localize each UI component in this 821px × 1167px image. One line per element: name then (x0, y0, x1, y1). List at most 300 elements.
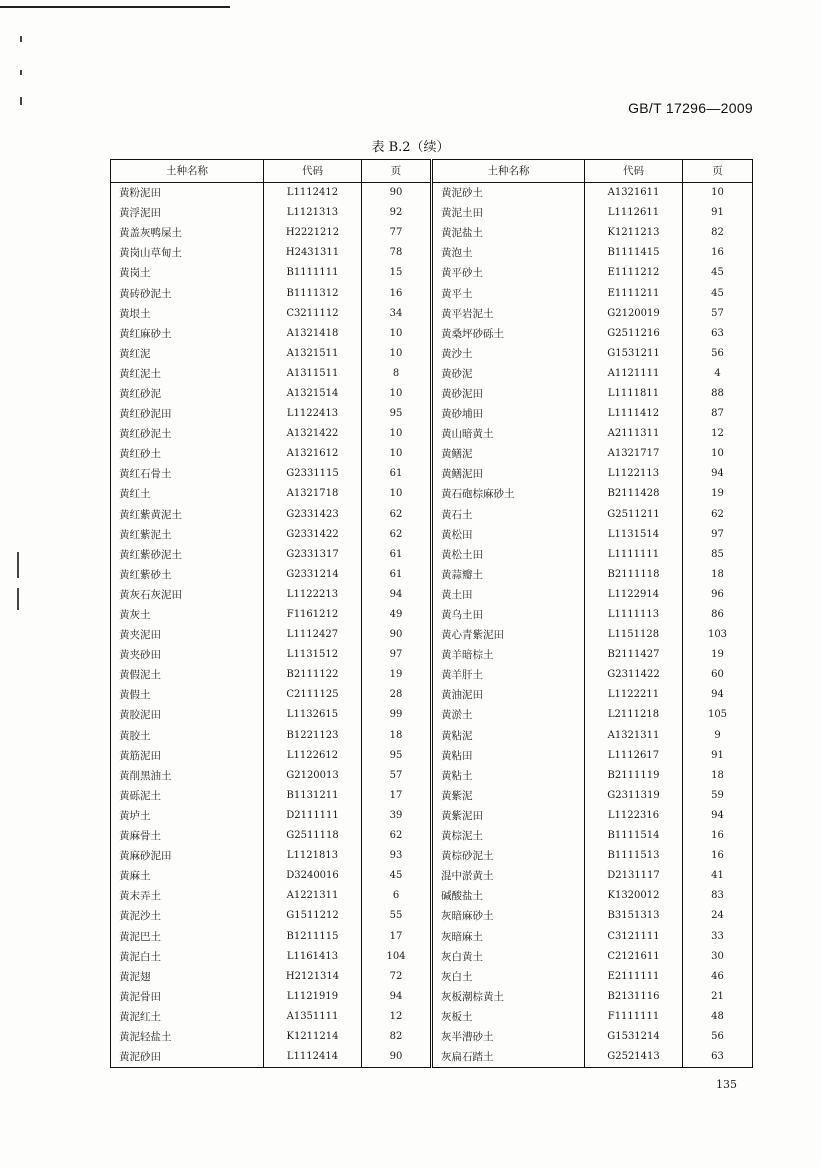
soil-name-cell: 黄羊暗棕土 (432, 645, 585, 665)
page-cell: 94 (683, 806, 753, 826)
soil-code-cell: L1122211 (585, 685, 683, 705)
soil-name-cell: 黄石土 (432, 505, 585, 525)
page-cell: 10 (362, 444, 432, 464)
table-row (111, 1047, 753, 1068)
table-row (111, 685, 753, 705)
table-row (111, 263, 753, 283)
soil-name-cell: 黄筋泥田 (111, 746, 264, 766)
soil-name-cell: 黄心青紫泥田 (432, 625, 585, 645)
soil-name-cell: 黄泥砂土 (432, 183, 585, 204)
page-cell: 90 (362, 1047, 432, 1068)
soil-code-cell: A1321511 (264, 344, 362, 364)
soil-code-cell: G2511216 (585, 324, 683, 344)
page-cell: 63 (683, 1047, 753, 1068)
soil-name-cell: 碱酸盐土 (432, 886, 585, 906)
page-cell: 94 (683, 685, 753, 705)
soil-code-cell: B2111118 (585, 565, 683, 585)
soil-name-cell: 黄砂埔田 (432, 404, 585, 424)
table-row (111, 625, 753, 645)
soil-name-cell: 黄粘土 (432, 766, 585, 786)
table-row (111, 304, 753, 324)
soil-name-cell: 黄泥土田 (432, 203, 585, 223)
table-row (111, 1007, 753, 1027)
page-cell: 94 (683, 464, 753, 484)
soil-name-cell: 黄麻土 (111, 866, 264, 886)
page-cell: 104 (362, 947, 432, 967)
soil-name-cell: 黄红紫黄泥土 (111, 505, 264, 525)
page-cell: 24 (683, 906, 753, 926)
soil-code-cell: E1111211 (585, 283, 683, 303)
soil-code-cell: A1321717 (585, 444, 683, 464)
soil-name-cell: 黄鳝泥 (432, 444, 585, 464)
soil-code-cell: A1321418 (264, 324, 362, 344)
soil-code-cell: A1321514 (264, 384, 362, 404)
page-cell: 103 (683, 625, 753, 645)
soil-name-cell: 黄红紫砂土 (111, 565, 264, 585)
soil-name-cell: 黄红砂泥土 (111, 424, 264, 444)
soil-name-cell: 黄羊肝土 (432, 665, 585, 685)
soil-code-cell: L1121813 (264, 846, 362, 866)
soil-code-cell: L1161413 (264, 947, 362, 967)
page-cell: 91 (683, 203, 753, 223)
table-header-row (111, 160, 753, 183)
soil-code-cell: G1531211 (585, 344, 683, 364)
page-cell: 61 (362, 464, 432, 484)
soil-species-table (110, 159, 753, 1068)
table-row (111, 183, 753, 204)
table-row (111, 665, 753, 685)
soil-name-cell: 黄油泥田 (432, 685, 585, 705)
page-cell: 55 (362, 906, 432, 926)
page-cell: 45 (683, 283, 753, 303)
soil-code-cell: L2111218 (585, 705, 683, 725)
soil-name-cell: 黄桑坪砂砾土 (432, 324, 585, 344)
soil-name-cell: 黄砂泥 (432, 364, 585, 384)
soil-code-cell: B1211115 (264, 926, 362, 946)
soil-name-cell: 混中淤黄土 (432, 866, 585, 886)
page-cell: 61 (362, 545, 432, 565)
page-cell: 45 (362, 866, 432, 886)
soil-table-container (110, 159, 753, 1068)
page-cell: 46 (683, 967, 753, 987)
soil-name-cell: 黄泥红土 (111, 1007, 264, 1027)
soil-name-cell: 黄胶泥田 (111, 705, 264, 725)
page-cell: 17 (362, 786, 432, 806)
soil-code-cell: L1131512 (264, 645, 362, 665)
table-row (111, 243, 753, 263)
soil-name-cell: 灰半漕砂土 (432, 1027, 585, 1047)
page-cell: 95 (362, 404, 432, 424)
page-cell: 30 (683, 947, 753, 967)
soil-code-cell: G2511118 (264, 826, 362, 846)
soil-name-cell: 黄砂泥田 (432, 384, 585, 404)
soil-name-cell: 黄麻骨土 (111, 826, 264, 846)
soil-code-cell: L1112617 (585, 746, 683, 766)
soil-code-cell: B1111514 (585, 826, 683, 846)
soil-name-cell: 黄鳝泥田 (432, 464, 585, 484)
soil-code-cell: B1111415 (585, 243, 683, 263)
soil-name-cell: 黄盖灰鸭屎土 (111, 223, 264, 243)
soil-name-cell: 灰暗麻砂土 (432, 906, 585, 926)
page-cell: 88 (683, 384, 753, 404)
page-cell: 10 (362, 324, 432, 344)
soil-name-cell: 灰扁石踏土 (432, 1047, 585, 1068)
page-cell: 45 (683, 263, 753, 283)
soil-code-cell: L1112611 (585, 203, 683, 223)
soil-code-cell: G2331423 (264, 505, 362, 525)
table-row (111, 585, 753, 605)
page-cell: 56 (683, 1027, 753, 1047)
table-row (111, 565, 753, 585)
soil-code-cell: C2111125 (264, 685, 362, 705)
soil-name-cell: 黄泥白土 (111, 947, 264, 967)
soil-code-cell: G1531214 (585, 1027, 683, 1047)
page-cell: 41 (683, 866, 753, 886)
soil-name-cell: 黄垆土 (111, 806, 264, 826)
page-cell: 34 (362, 304, 432, 324)
page-cell: 78 (362, 243, 432, 263)
soil-name-cell: 黄红石骨土 (111, 464, 264, 484)
scan-mark (20, 36, 22, 42)
soil-code-cell: L1112427 (264, 625, 362, 645)
soil-code-cell: D2111111 (264, 806, 362, 826)
page-cell: 10 (362, 344, 432, 364)
table-row (111, 384, 753, 404)
soil-name-cell: 黄粘泥 (432, 726, 585, 746)
page-cell: 72 (362, 967, 432, 987)
table-row (111, 645, 753, 665)
table-row (111, 866, 753, 886)
soil-code-cell: B2111427 (585, 645, 683, 665)
soil-name-cell: 黄红砂泥田 (111, 404, 264, 424)
page-cell: 82 (362, 1027, 432, 1047)
soil-name-cell: 黄红泥土 (111, 364, 264, 384)
soil-code-cell: D3240016 (264, 866, 362, 886)
page-number: 135 (716, 1078, 737, 1091)
soil-name-cell: 黄麻砂泥田 (111, 846, 264, 866)
page-cell: 12 (362, 1007, 432, 1027)
soil-code-cell: G2511211 (585, 505, 683, 525)
soil-code-cell: A2111311 (585, 424, 683, 444)
soil-code-cell: L1122413 (264, 404, 362, 424)
soil-name-cell: 黄泥翅 (111, 967, 264, 987)
soil-code-cell: G2331115 (264, 464, 362, 484)
page-cell: 28 (362, 685, 432, 705)
table-row (111, 505, 753, 525)
page-cell: 97 (362, 645, 432, 665)
table-row (111, 786, 753, 806)
soil-code-cell: B1221123 (264, 726, 362, 746)
soil-code-cell: G2521413 (585, 1047, 683, 1068)
table-row (111, 283, 753, 303)
table-row (111, 1027, 753, 1047)
table-row (111, 766, 753, 786)
soil-name-cell: 黄平土 (432, 283, 585, 303)
soil-code-cell: B2131116 (585, 987, 683, 1007)
soil-name-cell: 黄胶土 (111, 726, 264, 746)
soil-code-cell: L1122612 (264, 746, 362, 766)
soil-name-cell: 黄棕砂泥土 (432, 846, 585, 866)
soil-code-cell: L1121919 (264, 987, 362, 1007)
page-cell: 10 (683, 183, 753, 204)
page-cell: 9 (683, 726, 753, 746)
table-row (111, 545, 753, 565)
table-row (111, 484, 753, 504)
page-cell: 6 (362, 886, 432, 906)
soil-name-cell: 黄松土田 (432, 545, 585, 565)
page-cell: 8 (362, 364, 432, 384)
table-row (111, 525, 753, 545)
table-row (111, 726, 753, 746)
soil-name-cell: 黄粘田 (432, 746, 585, 766)
soil-name-cell: 黄平砂土 (432, 263, 585, 283)
soil-name-cell: 黄紫泥田 (432, 806, 585, 826)
soil-code-cell: B1111111 (264, 263, 362, 283)
soil-code-cell: G2331317 (264, 545, 362, 565)
soil-name-cell: 灰白土 (432, 967, 585, 987)
soil-code-cell: C2121611 (585, 947, 683, 967)
soil-code-cell: L1151128 (585, 625, 683, 645)
soil-name-cell: 黄削黑油土 (111, 766, 264, 786)
soil-code-cell: L1132615 (264, 705, 362, 725)
soil-name-cell: 灰白黄土 (432, 947, 585, 967)
page-cell: 83 (683, 886, 753, 906)
soil-name-cell: 黄平岩泥土 (432, 304, 585, 324)
soil-name-cell: 黄红紫砂泥土 (111, 545, 264, 565)
soil-name-cell: 黄砖砂泥土 (111, 283, 264, 303)
page-cell: 62 (362, 826, 432, 846)
soil-name-cell: 黄棕泥土 (432, 826, 585, 846)
page-cell: 4 (683, 364, 753, 384)
soil-name-cell: 黄红麻砂土 (111, 324, 264, 344)
soil-code-cell: L1111111 (585, 545, 683, 565)
soil-name-cell: 黄泥沙土 (111, 906, 264, 926)
page-cell: 19 (683, 484, 753, 504)
table-row (111, 404, 753, 424)
column-header: 代码 (264, 160, 362, 183)
soil-code-cell: L1112414 (264, 1047, 362, 1068)
soil-name-cell: 黄岗土 (111, 263, 264, 283)
soil-code-cell: K1320012 (585, 886, 683, 906)
table-row (111, 746, 753, 766)
page-cell: 77 (362, 223, 432, 243)
page-cell: 94 (362, 585, 432, 605)
soil-name-cell: 黄粉泥田 (111, 183, 264, 204)
page-cell: 90 (362, 625, 432, 645)
soil-name-cell: 黄砾泥土 (111, 786, 264, 806)
soil-name-cell: 黄泥骨田 (111, 987, 264, 1007)
page-cell: 18 (362, 726, 432, 746)
page-cell: 87 (683, 404, 753, 424)
page-cell: 86 (683, 605, 753, 625)
soil-name-cell: 黄红紫泥土 (111, 525, 264, 545)
page-cell: 18 (683, 565, 753, 585)
soil-code-cell: A1121111 (585, 364, 683, 384)
page-cell: 60 (683, 665, 753, 685)
soil-code-cell: L1111412 (585, 404, 683, 424)
soil-name-cell: 黄松田 (432, 525, 585, 545)
page-cell: 82 (683, 223, 753, 243)
soil-name-cell: 灰暗麻土 (432, 926, 585, 946)
page-cell: 97 (683, 525, 753, 545)
page-cell: 99 (362, 705, 432, 725)
column-header: 代码 (585, 160, 683, 183)
page-cell: 62 (362, 505, 432, 525)
soil-code-cell: L1122213 (264, 585, 362, 605)
page-cell: 19 (362, 665, 432, 685)
page-cell: 16 (683, 846, 753, 866)
column-header: 页 (683, 160, 753, 183)
soil-name-cell: 黄灰石灰泥田 (111, 585, 264, 605)
page-cell: 91 (683, 746, 753, 766)
scan-mark (20, 97, 22, 105)
page-cell: 39 (362, 806, 432, 826)
standard-code: GB/T 17296—2009 (628, 100, 753, 116)
soil-code-cell: G2331422 (264, 525, 362, 545)
soil-code-cell: L1122316 (585, 806, 683, 826)
soil-name-cell: 黄红砂泥 (111, 384, 264, 404)
page-cell: 12 (683, 424, 753, 444)
soil-code-cell: B1131211 (264, 786, 362, 806)
page-cell: 90 (362, 183, 432, 204)
soil-code-cell: L1131514 (585, 525, 683, 545)
soil-name-cell: 黄红砂土 (111, 444, 264, 464)
soil-code-cell: D2131117 (585, 866, 683, 886)
table-row (111, 344, 753, 364)
soil-name-cell: 黄土田 (432, 585, 585, 605)
soil-name-cell: 黄山暗黄土 (432, 424, 585, 444)
page-cell: 62 (362, 525, 432, 545)
soil-code-cell: B2111122 (264, 665, 362, 685)
soil-name-cell: 黄末弄土 (111, 886, 264, 906)
soil-code-cell: G2331214 (264, 565, 362, 585)
soil-code-cell: A1311511 (264, 364, 362, 384)
page-cell: 17 (362, 926, 432, 946)
scan-mark (17, 588, 19, 610)
page-cell: 10 (362, 424, 432, 444)
table-row (111, 926, 753, 946)
page-cell: 10 (683, 444, 753, 464)
table-row (111, 826, 753, 846)
table-row (111, 947, 753, 967)
page-cell: 16 (683, 826, 753, 846)
page-cell: 48 (683, 1007, 753, 1027)
soil-code-cell: C3121111 (585, 926, 683, 946)
page-cell: 105 (683, 705, 753, 725)
soil-name-cell: 黄乌土田 (432, 605, 585, 625)
scan-edge-line (0, 6, 230, 8)
soil-code-cell: A1321422 (264, 424, 362, 444)
table-row (111, 444, 753, 464)
soil-code-cell: L1112412 (264, 183, 362, 204)
table-row (111, 987, 753, 1007)
page-cell: 62 (683, 505, 753, 525)
page-cell: 16 (683, 243, 753, 263)
soil-code-cell: G2120019 (585, 304, 683, 324)
page-cell: 96 (683, 585, 753, 605)
soil-name-cell: 黄石砲棕麻砂土 (432, 484, 585, 504)
table-row (111, 203, 753, 223)
soil-name-cell: 黄淤土 (432, 705, 585, 725)
soil-code-cell: B2111119 (585, 766, 683, 786)
page-cell: 16 (362, 283, 432, 303)
page-cell: 18 (683, 766, 753, 786)
table-row (111, 886, 753, 906)
soil-code-cell: K1211214 (264, 1027, 362, 1047)
soil-code-cell: C3211112 (264, 304, 362, 324)
soil-code-cell: G1511212 (264, 906, 362, 926)
page-cell: 49 (362, 605, 432, 625)
soil-code-cell: B3151313 (585, 906, 683, 926)
table-row (111, 324, 753, 344)
table-row (111, 424, 753, 444)
soil-code-cell: H2221212 (264, 223, 362, 243)
soil-name-cell: 黄夹砂田 (111, 645, 264, 665)
page-cell: 21 (683, 987, 753, 1007)
soil-code-cell: A1321612 (264, 444, 362, 464)
soil-code-cell: B1111312 (264, 283, 362, 303)
soil-code-cell: F1161212 (264, 605, 362, 625)
soil-code-cell: L1111113 (585, 605, 683, 625)
page-cell: 85 (683, 545, 753, 565)
table-row (111, 705, 753, 725)
soil-name-cell: 黄浮泥田 (111, 203, 264, 223)
column-header: 土种名称 (111, 160, 264, 183)
table-row (111, 806, 753, 826)
soil-code-cell: A1351111 (264, 1007, 362, 1027)
page-cell: 10 (362, 384, 432, 404)
soil-code-cell: A1321611 (585, 183, 683, 204)
soil-code-cell: A1321718 (264, 484, 362, 504)
soil-name-cell: 黄垠土 (111, 304, 264, 324)
soil-name-cell: 黄泡土 (432, 243, 585, 263)
page-cell: 94 (362, 987, 432, 1007)
soil-code-cell: H2431311 (264, 243, 362, 263)
soil-code-cell: H2121314 (264, 967, 362, 987)
soil-code-cell: G2311422 (585, 665, 683, 685)
soil-code-cell: L1122113 (585, 464, 683, 484)
column-header: 土种名称 (432, 160, 585, 183)
page-cell: 59 (683, 786, 753, 806)
page-cell: 93 (362, 846, 432, 866)
soil-name-cell: 黄假泥土 (111, 665, 264, 685)
soil-code-cell: A1221311 (264, 886, 362, 906)
column-header: 页 (362, 160, 432, 183)
scan-mark (17, 552, 19, 578)
soil-code-cell: L1121313 (264, 203, 362, 223)
soil-code-cell: E2111111 (585, 967, 683, 987)
soil-name-cell: 黄泥砂田 (111, 1047, 264, 1068)
page-cell: 57 (683, 304, 753, 324)
soil-code-cell: B1111513 (585, 846, 683, 866)
soil-name-cell: 黄紫泥 (432, 786, 585, 806)
soil-name-cell: 灰板土 (432, 1007, 585, 1027)
soil-name-cell: 黄假土 (111, 685, 264, 705)
soil-code-cell: F1111111 (585, 1007, 683, 1027)
page-cell: 63 (683, 324, 753, 344)
page-cell: 33 (683, 926, 753, 946)
page-cell: 10 (362, 484, 432, 504)
table-row (111, 906, 753, 926)
soil-name-cell: 黄泥巴土 (111, 926, 264, 946)
page-cell: 57 (362, 766, 432, 786)
soil-name-cell: 黄夹泥田 (111, 625, 264, 645)
table-row (111, 967, 753, 987)
soil-code-cell: L1111811 (585, 384, 683, 404)
soil-name-cell: 黄岗山草甸土 (111, 243, 264, 263)
soil-code-cell: E1111212 (585, 263, 683, 283)
scan-mark (20, 70, 22, 75)
